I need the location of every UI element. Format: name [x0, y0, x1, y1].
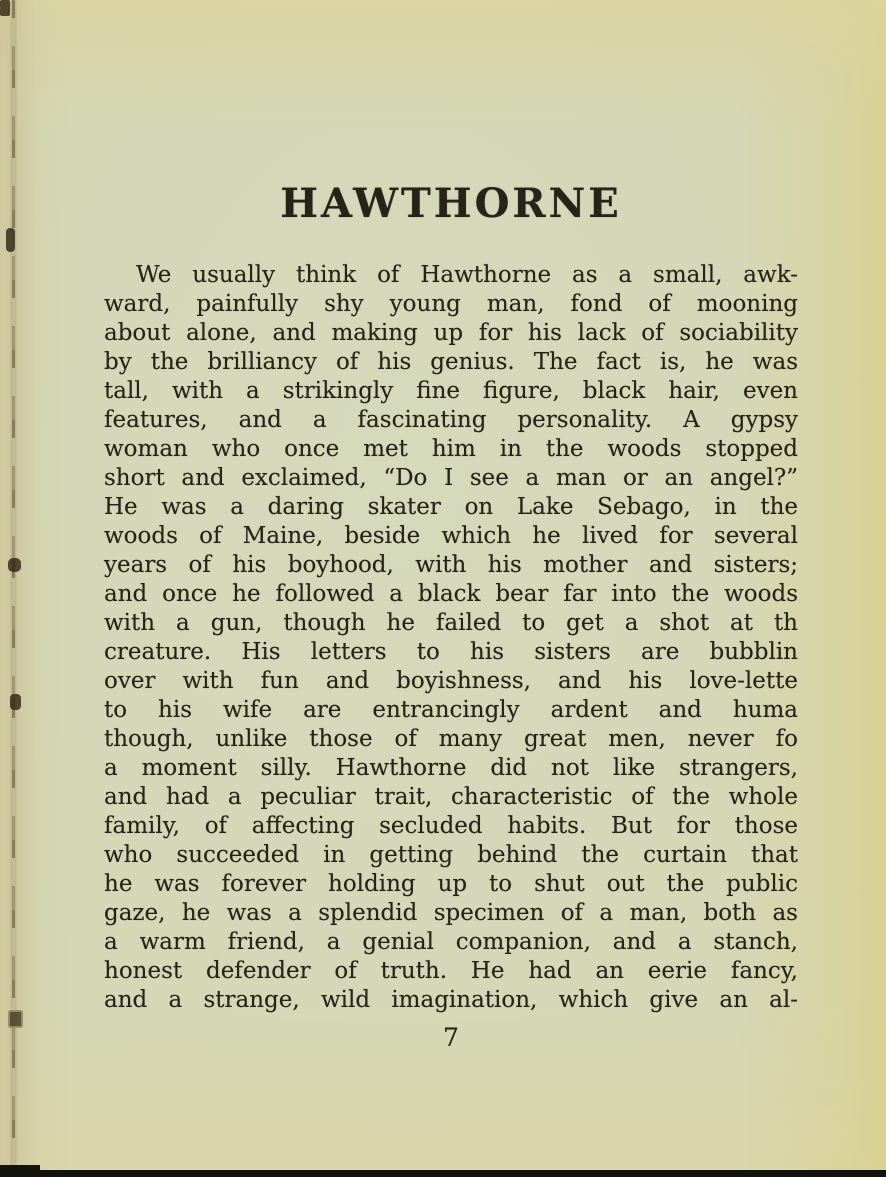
text-line: honest defender of truth. He had an eerie fancy, [104, 958, 798, 984]
text-line: about alone, and making up for his lack of sociability [104, 320, 798, 346]
binding-mark [8, 1010, 23, 1028]
page-number: 7 [443, 1023, 459, 1052]
text-line: he was forever holding up to shut out the public [104, 871, 798, 897]
text-line: woods of Maine, beside which he lived for several [104, 523, 798, 549]
text-line: a moment silly. Hawthorne did not like strangers, [104, 755, 798, 781]
text-line: creature. His letters to his sisters are bubblin [104, 639, 798, 665]
text-line: though, unlike those of many great men, never fo [104, 726, 798, 752]
binding-mark [6, 228, 15, 252]
text-line: He was a daring skater on Lake Sebago, in the [104, 494, 798, 520]
text-line: gaze, he was a splendid specimen of a man, both as [104, 900, 798, 926]
text-line: tall, with a strikingly fine figure, black hair, even [104, 378, 798, 404]
text-line: woman who once met him in the woods stopped [104, 436, 798, 462]
text-line: We usually think of Hawthorne as a small, awk- [136, 262, 798, 288]
page-content [104, 0, 798, 1052]
text-line: over with fun and boyishness, and his love-lette [104, 668, 798, 694]
text-line: by the brilliancy of his genius. The fact is, he was [104, 349, 798, 375]
text-line: and had a peculiar trait, characteristic of the whole [104, 784, 798, 810]
text-line: family, of affecting secluded habits. But for those [104, 813, 798, 839]
binding-mark [0, 0, 10, 16]
text-line: ward, painfully shy young man, fond of mooning [104, 291, 798, 317]
text-line: to his wife are entrancingly ardent and huma [104, 697, 798, 723]
text-line: years of his boyhood, with his mother and sisters; [104, 552, 798, 578]
scan-edge-bottom [0, 1170, 886, 1177]
binding-crease-line [12, 0, 15, 1177]
text-line: a warm friend, a genial companion, and a stanch, [104, 929, 798, 955]
binding-stitch-mark [8, 558, 21, 572]
text-line: features, and a fascinating personality. A gypsy [104, 407, 798, 433]
body-text [104, 261, 798, 1015]
text-line: and a strange, wild imagination, which give an al- [104, 987, 798, 1013]
text-line: short and exclaimed, “Do I see a man or an angel?” [104, 465, 798, 491]
text-line: who succeeded in getting behind the curtain that [104, 842, 798, 868]
text-line: and once he followed a black bear far into the woods [104, 581, 798, 607]
text-line: with a gun, though he failed to get a shot at th [104, 610, 798, 636]
binding-stitch-mark [10, 694, 21, 710]
page-title: HAWTHORNE [280, 180, 622, 227]
